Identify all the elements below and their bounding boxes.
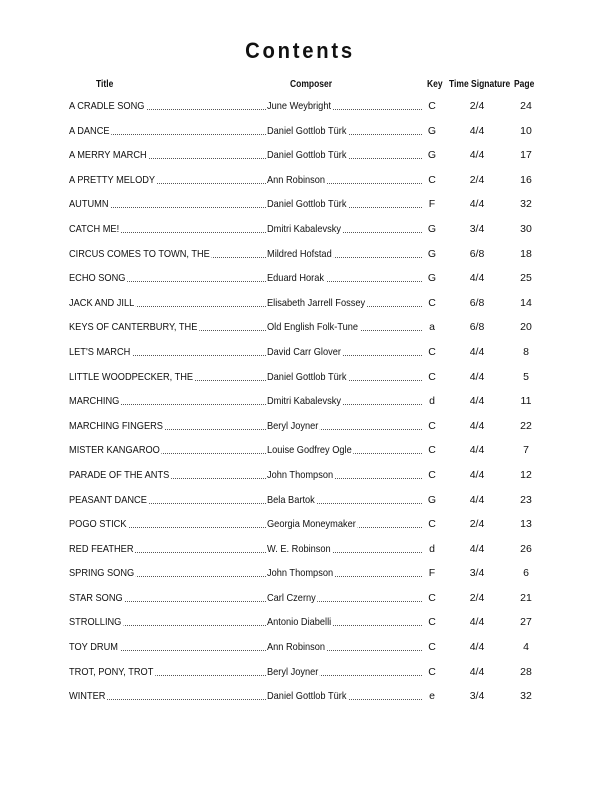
entry-page: 5: [523, 370, 529, 383]
entry-composer: Antonio Diabelli: [267, 616, 332, 629]
entry-composer: Daniel Gottlob Türk: [267, 124, 347, 137]
entry-title: MISTER KANGAROO: [69, 444, 160, 457]
entry-time-signature: 4/4: [469, 124, 485, 137]
table-row: [0, 366, 600, 391]
entry-composer: Bela Bartok: [267, 493, 315, 506]
table-row: [0, 587, 600, 612]
entry-key: e: [429, 690, 435, 703]
entry-time-signature: 4/4: [469, 468, 485, 481]
entry-key: C: [428, 518, 436, 531]
entry-title-cell: [69, 542, 266, 556]
entry-time-signature: 2/4: [469, 100, 485, 112]
entry-page: 6: [523, 567, 529, 580]
entry-key: C: [428, 665, 436, 678]
contents-list: [0, 95, 600, 710]
header-key: Key: [427, 79, 443, 90]
table-row: [0, 538, 600, 563]
entry-page: 20: [520, 321, 532, 334]
entry-composer-cell: [267, 419, 422, 433]
entry-page: 25: [520, 272, 532, 285]
entry-key: G: [427, 124, 437, 137]
entry-title: STAR SONG: [69, 591, 123, 604]
entry-page: 17: [520, 149, 532, 162]
entry-key: G: [427, 493, 437, 506]
entry-page: 13: [520, 518, 532, 531]
entry-title-cell: [69, 99, 266, 113]
table-row: [0, 513, 600, 538]
entry-composer-cell: [267, 566, 422, 580]
entry-composer-cell: [267, 271, 422, 285]
entry-page: 28: [520, 665, 532, 678]
entry-composer-cell: [267, 615, 422, 629]
table-row: [0, 292, 600, 317]
entry-title-cell: [69, 148, 266, 162]
entry-page: 30: [520, 222, 532, 235]
entry-page: 12: [520, 468, 532, 481]
entry-key: G: [427, 272, 437, 285]
entry-time-signature: 4/4: [469, 641, 485, 654]
entry-key: C: [428, 419, 436, 432]
entry-page: 23: [520, 493, 532, 506]
entry-title: JACK AND JILL: [69, 296, 135, 309]
entry-title: TOY DRUM: [69, 641, 118, 654]
entry-composer: Old English Folk-Tune: [267, 321, 359, 334]
entry-key: d: [429, 395, 435, 408]
entry-time-signature: 6/8: [469, 321, 485, 334]
entry-page: 21: [520, 591, 532, 604]
entry-key: C: [428, 345, 436, 358]
entry-composer: Daniel Gottlob Türk: [267, 198, 347, 211]
entry-composer-cell: [267, 99, 422, 113]
entry-title: KEYS OF CANTERBURY, THE: [69, 321, 198, 334]
entry-composer-cell: [267, 222, 422, 236]
entry-page: 24: [520, 100, 532, 112]
table-row: [0, 243, 600, 268]
entry-composer-cell: [267, 665, 422, 679]
entry-time-signature: 4/4: [469, 493, 485, 506]
entry-composer-cell: [267, 394, 422, 408]
entry-time-signature: 2/4: [469, 591, 485, 604]
table-row: [0, 193, 600, 218]
entry-time-signature: 4/4: [469, 370, 485, 383]
entry-composer: Daniel Gottlob Türk: [267, 370, 347, 383]
entry-time-signature: 3/4: [469, 690, 485, 703]
entry-title-cell: [69, 345, 266, 359]
entry-composer-cell: [267, 173, 422, 187]
entry-composer: Beryl Joyner: [267, 665, 319, 678]
entry-title: LITTLE WOODPECKER, THE: [69, 370, 194, 383]
entry-time-signature: 2/4: [469, 173, 485, 186]
entry-title-cell: [69, 173, 266, 187]
entry-key: d: [429, 542, 435, 555]
entry-title-cell: [69, 222, 266, 236]
entry-composer: June Weybright: [267, 100, 332, 112]
entry-time-signature: 4/4: [469, 395, 485, 408]
entry-composer: Louise Godfrey Ogle: [267, 444, 352, 457]
entry-title-cell: [69, 689, 266, 703]
header-page: Page: [514, 79, 535, 90]
table-row: [0, 218, 600, 243]
entry-composer-cell: [267, 640, 422, 654]
entry-page: 32: [520, 690, 532, 703]
entry-title: A PRETTY MELODY: [69, 173, 156, 186]
entry-key: C: [428, 444, 436, 457]
entry-page: 14: [520, 296, 532, 309]
entry-title: TROT, PONY, TROT: [69, 665, 154, 678]
entry-time-signature: 4/4: [469, 149, 485, 162]
entry-composer: Beryl Joyner: [267, 419, 319, 432]
entry-composer-cell: [267, 517, 422, 531]
entry-title-cell: [69, 443, 266, 457]
entry-key: C: [428, 616, 436, 629]
entry-time-signature: 6/8: [469, 247, 485, 260]
entry-time-signature: 3/4: [469, 222, 485, 235]
entry-key: C: [428, 468, 436, 481]
table-header: [0, 79, 600, 93]
entry-title: AUTUMN: [69, 198, 109, 211]
table-row: [0, 390, 600, 415]
entry-key: F: [428, 567, 436, 580]
entry-page: 22: [520, 419, 532, 432]
entry-title: MARCHING: [69, 395, 120, 408]
entry-page: 4: [523, 641, 529, 654]
entry-title: POGO STICK: [69, 518, 127, 531]
entry-composer: Mildred Hofstad: [267, 247, 332, 260]
entry-title-cell: [69, 615, 266, 629]
entry-title-cell: [69, 591, 266, 605]
entry-title-cell: [69, 271, 266, 285]
entry-composer-cell: [267, 591, 422, 605]
entry-composer: Daniel Gottlob Türk: [267, 690, 347, 703]
page-title: Contents: [245, 38, 355, 63]
entry-time-signature: 4/4: [469, 272, 485, 285]
entry-key: C: [428, 173, 436, 186]
entry-composer: Elisabeth Jarrell Fossey: [267, 296, 366, 309]
entry-title: SPRING SONG: [69, 567, 135, 580]
table-row: [0, 611, 600, 636]
entry-composer: John Thompson: [267, 567, 334, 580]
entry-title-cell: [69, 640, 266, 654]
entry-title-cell: [69, 370, 266, 384]
entry-title: A CRADLE SONG: [69, 100, 145, 112]
entry-title-cell: [69, 296, 266, 310]
entry-composer-cell: [267, 370, 422, 384]
entry-title-cell: [69, 566, 266, 580]
entry-title-cell: [69, 493, 266, 507]
entry-page: 26: [520, 542, 532, 555]
entry-composer: Ann Robinson: [267, 641, 326, 654]
entry-composer: Dmitri Kabalevsky: [267, 395, 341, 408]
entry-key: C: [428, 370, 436, 383]
entry-title: PEASANT DANCE: [69, 493, 147, 506]
entry-key: G: [427, 247, 437, 260]
entry-title-cell: [69, 247, 266, 261]
entry-page: 18: [520, 247, 532, 260]
entry-key: a: [429, 321, 435, 334]
entry-composer: Eduard Horak: [267, 272, 325, 285]
table-row: [0, 95, 600, 120]
table-row: [0, 169, 600, 194]
entry-time-signature: 4/4: [469, 616, 485, 629]
entry-key: F: [428, 198, 436, 211]
entry-title-cell: [69, 468, 266, 482]
header-composer: Composer: [290, 79, 333, 90]
entry-composer-cell: [267, 443, 422, 457]
entry-title-cell: [69, 124, 266, 138]
entry-composer-cell: [267, 148, 422, 162]
entry-page: 8: [523, 345, 529, 358]
entry-composer-cell: [267, 197, 422, 211]
entry-title-cell: [69, 197, 266, 211]
table-row: [0, 144, 600, 169]
entry-key: C: [428, 296, 436, 309]
entry-title-cell: [69, 394, 266, 408]
entry-title: A DANCE: [69, 124, 110, 137]
entry-time-signature: 4/4: [469, 444, 485, 457]
entry-title: WINTER: [69, 690, 106, 703]
entry-composer: Carl Czerny: [267, 591, 316, 604]
table-row: [0, 267, 600, 292]
entry-composer-cell: [267, 689, 422, 703]
table-row: [0, 685, 600, 710]
entry-page: 11: [520, 395, 532, 408]
entry-page: 27: [520, 616, 532, 629]
entry-composer: W. E. Robinson: [267, 542, 331, 555]
table-row: [0, 464, 600, 489]
table-row: [0, 439, 600, 464]
entry-key: C: [428, 591, 436, 604]
entry-title: STROLLING: [69, 616, 122, 629]
entry-time-signature: 2/4: [469, 518, 485, 531]
entry-time-signature: 4/4: [469, 665, 485, 678]
entry-time-signature: 4/4: [469, 419, 485, 432]
entry-time-signature: 4/4: [469, 198, 485, 211]
entry-page: 16: [520, 173, 532, 186]
entry-composer-cell: [267, 247, 422, 261]
entry-title: CATCH ME!: [69, 222, 120, 235]
entry-composer-cell: [267, 542, 422, 556]
entry-time-signature: 4/4: [469, 345, 485, 358]
entry-composer-cell: [267, 124, 422, 138]
entry-title: ECHO SONG: [69, 272, 126, 285]
entry-composer-cell: [267, 296, 422, 310]
entry-title: LET'S MARCH: [69, 345, 131, 358]
entry-time-signature: 4/4: [469, 542, 485, 555]
entry-page: 10: [520, 124, 532, 137]
entry-key: G: [427, 222, 437, 235]
entry-composer: Daniel Gottlob Türk: [267, 149, 347, 162]
entry-composer: Georgia Moneymaker: [267, 518, 356, 531]
entry-time-signature: 6/8: [469, 296, 485, 309]
entry-title-cell: [69, 320, 266, 334]
entry-title-cell: [69, 419, 266, 433]
entry-composer: Ann Robinson: [267, 173, 326, 186]
entry-composer-cell: [267, 468, 422, 482]
table-row: [0, 489, 600, 514]
entry-title-cell: [69, 665, 266, 679]
entry-composer: Dmitri Kabalevsky: [267, 222, 341, 235]
header-title: Title: [96, 79, 114, 90]
table-row: [0, 636, 600, 661]
entry-composer-cell: [267, 345, 422, 359]
table-row: [0, 562, 600, 587]
entry-time-signature: 3/4: [469, 567, 485, 580]
entry-title: MARCHING FINGERS: [69, 419, 163, 432]
entry-composer: John Thompson: [267, 468, 334, 481]
entry-composer-cell: [267, 493, 422, 507]
entry-title: CIRCUS COMES TO TOWN, THE: [69, 247, 210, 260]
entry-key: C: [428, 100, 436, 112]
entry-page: 32: [520, 198, 532, 211]
entry-key: C: [428, 641, 436, 654]
table-row: [0, 661, 600, 686]
entry-title: PARADE OF THE ANTS: [69, 468, 170, 481]
table-row: [0, 316, 600, 341]
entry-title: RED FEATHER: [69, 542, 134, 555]
table-row: [0, 341, 600, 366]
entry-composer-cell: [267, 320, 422, 334]
entry-title: A MERRY MARCH: [69, 149, 147, 162]
table-row: [0, 415, 600, 440]
entry-title-cell: [69, 517, 266, 531]
entry-composer: David Carr Glover: [267, 345, 341, 358]
table-row: [0, 120, 600, 145]
entry-page: 7: [523, 444, 529, 457]
header-time-signature: Time Signature: [449, 79, 511, 90]
entry-key: G: [427, 149, 437, 162]
